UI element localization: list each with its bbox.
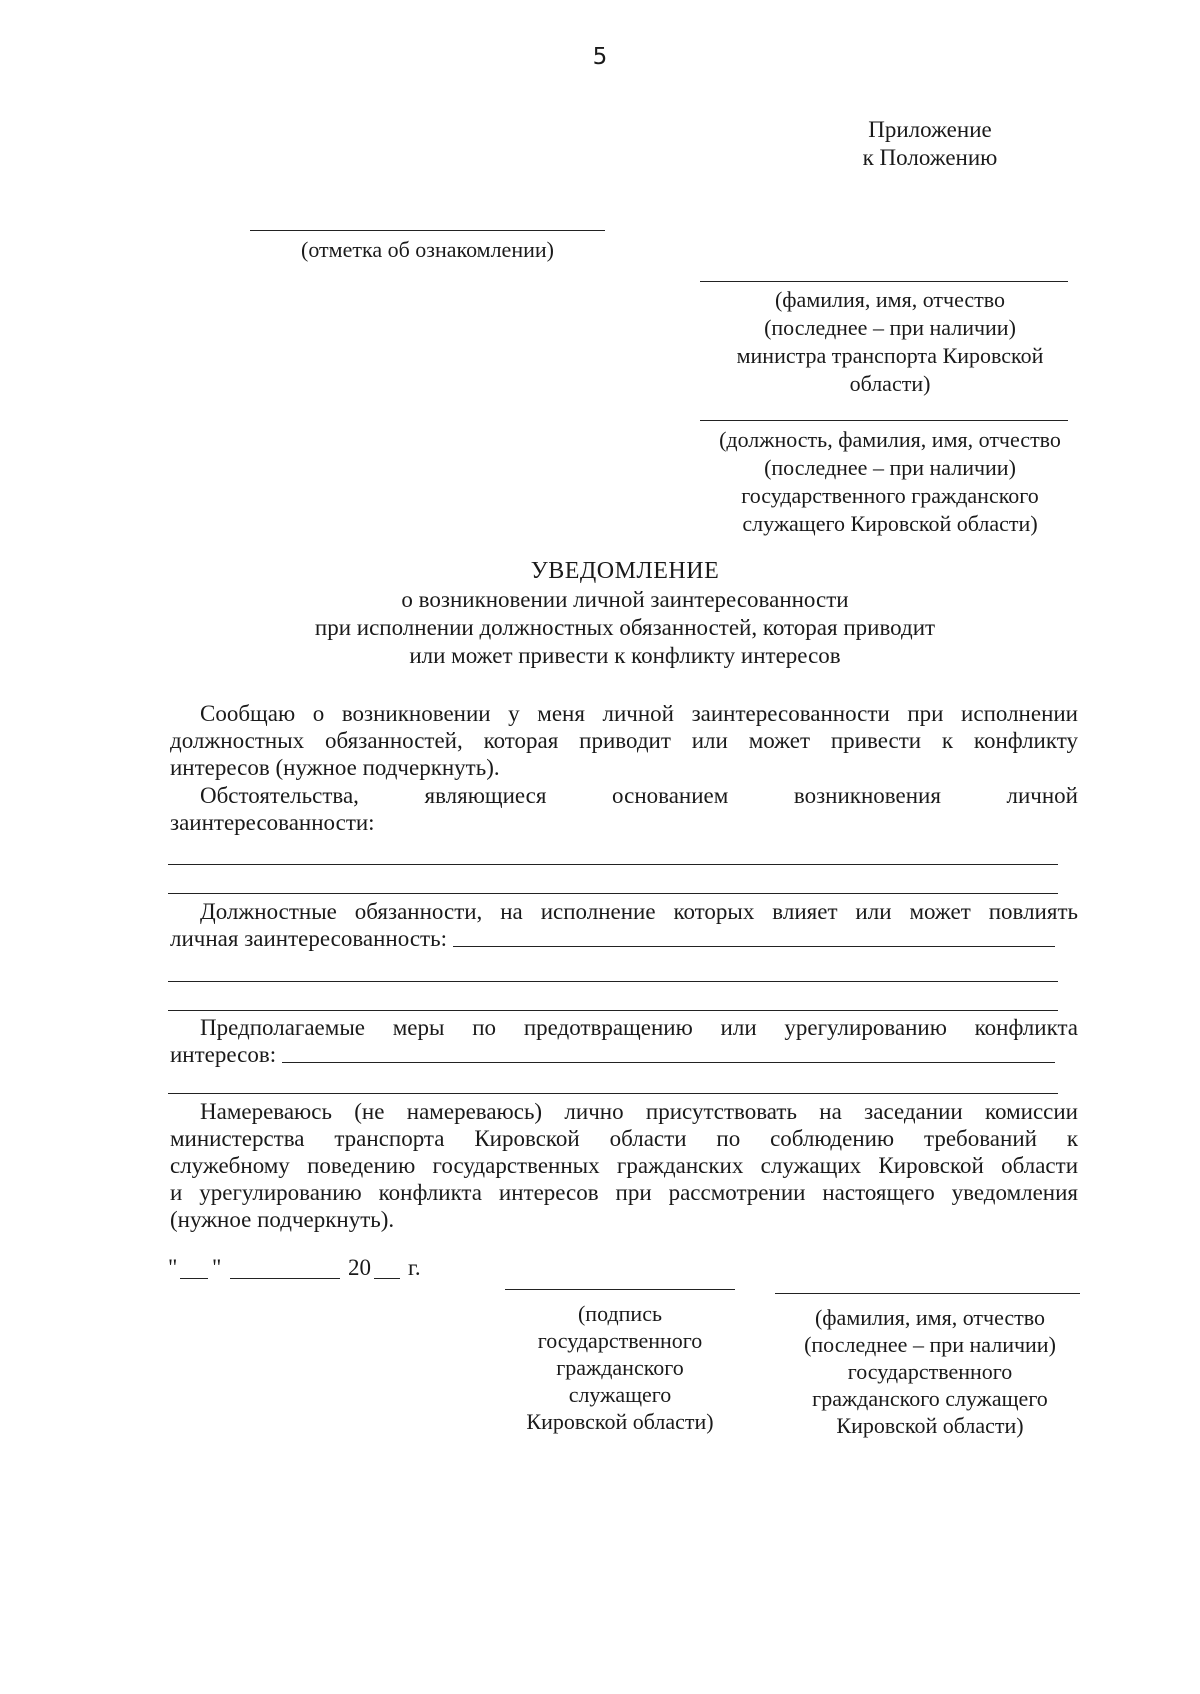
sender-line-3: государственного гражданского (741, 483, 1039, 508)
signature-caption (495, 1300, 745, 1435)
page-number: 5 (592, 44, 608, 70)
signature-line-2: государственного (537, 1328, 703, 1353)
p4-line-2-row (170, 1041, 1055, 1068)
paragraph-commission-attendance (170, 1098, 1078, 1233)
p5-line-1: Намереваюсь (не намереваюсь) лично присутствовать на заседании комиссии (200, 1099, 1078, 1124)
duties-fill-line-1[interactable] (453, 946, 1055, 947)
heading-line-2: при исполнении должностных обязанностей, которая приводит (314, 615, 936, 640)
p3-line-2-row (170, 925, 1055, 952)
addressee-line-3: министра транспорта Кировской (736, 343, 1044, 368)
addressee-caption (690, 286, 1090, 398)
p5-line-2: министерства транспорта Кировской области по соблюдению требований к (170, 1126, 1078, 1151)
p1-line-2: должностных обязанностей, которая приводит или может привести к конфликту (170, 728, 1078, 753)
appendix-line-2: к Положению (862, 145, 998, 170)
signer-name-line[interactable] (775, 1293, 1080, 1294)
p5-line-3: служебному поведению государственных гражданских служащих Кировской области (170, 1153, 1078, 1178)
paragraph-circumstances (170, 782, 1078, 836)
p3-line-2: личная заинтересованность: (170, 926, 447, 951)
duties-fill-line-2[interactable] (168, 981, 1058, 982)
addressee-line (700, 281, 1068, 282)
date-day-blank[interactable] (180, 1278, 208, 1279)
signature-line-5: Кировской области) (526, 1409, 714, 1434)
sender-line-2: (последнее – при наличии) (764, 455, 1016, 480)
p2-line-2: заинтересованности: (170, 810, 375, 835)
p2-word-2: являющиеся (424, 783, 547, 808)
paragraph-measures (170, 1014, 1078, 1068)
signer-name-line-4: гражданского служащего (812, 1386, 1048, 1411)
p2-line-1 (170, 782, 1078, 809)
date-year-blank[interactable] (374, 1278, 400, 1279)
signature-line-3: гражданского (556, 1355, 684, 1380)
p4-line-2: интересов: (170, 1042, 277, 1067)
measures-fill-line-2[interactable] (168, 1093, 1058, 1094)
appendix-line-1: Приложение (868, 117, 992, 142)
date-quote-close: " (212, 1255, 222, 1280)
p5-line-4: и урегулированию конфликта интересов при рассмотрении настоящего уведомления (170, 1180, 1078, 1205)
date-year-prefix: 20 (348, 1255, 371, 1280)
p1-line-1: Сообщаю о возникновении у меня личной заинтересованности при исполнении (200, 701, 1078, 726)
acknowledgement-caption: (отметка об ознакомлении) (301, 237, 554, 262)
p2-word-3: основанием (612, 783, 729, 808)
signer-name-line-5: Кировской области) (836, 1413, 1024, 1438)
paragraph-conflict-report (170, 700, 1078, 781)
document-heading (200, 556, 1050, 670)
date-year-suffix: г. (408, 1255, 421, 1280)
addressee-line-2: (последнее – при наличии) (764, 315, 1016, 340)
appendix-label (830, 116, 1030, 172)
signature-line-4: служащего (568, 1382, 672, 1407)
measures-fill-line-1[interactable] (282, 1062, 1055, 1063)
signature-line-1: (подпись (577, 1301, 662, 1326)
heading-line-1: о возникновении личной заинтересованности (401, 587, 849, 612)
p4-line-1: Предполагаемые меры по предотвращению или урегулированию конфликта (200, 1015, 1078, 1040)
sender-line-4: служащего Кировской области) (742, 511, 1038, 536)
p2-word-1: Обстоятельства, (200, 783, 359, 808)
signer-name-caption (770, 1304, 1090, 1439)
paragraph-duties (170, 898, 1078, 952)
signer-name-line-2: (последнее – при наличии) (804, 1332, 1056, 1357)
date-month-blank[interactable] (230, 1278, 340, 1279)
acknowledgement-line (250, 230, 605, 231)
signature-line[interactable] (505, 1289, 735, 1290)
p3-line-1: Должностные обязанности, на исполнение которых влияет или может повлиять (200, 899, 1078, 924)
signer-name-line-1: (фамилия, имя, отчество (814, 1305, 1046, 1330)
sender-caption (680, 426, 1100, 538)
circumstances-fill-line-1[interactable] (168, 864, 1058, 865)
heading-line-3: или может привести к конфликту интересов (409, 643, 841, 668)
sender-line (700, 420, 1068, 421)
signer-name-line-3: государственного (847, 1359, 1013, 1384)
addressee-line-1: (фамилия, имя, отчество (774, 287, 1006, 312)
p1-line-3: интересов (нужное подчеркнуть). (170, 755, 500, 780)
date-quote-open: " (168, 1255, 178, 1280)
p5-line-5: (нужное подчеркнуть). (170, 1207, 395, 1232)
sender-line-1: (должность, фамилия, имя, отчество (719, 427, 1061, 452)
duties-fill-line-3[interactable] (168, 1010, 1058, 1011)
date-field (168, 1254, 468, 1284)
addressee-line-4: области) (849, 371, 931, 396)
p2-word-4: возникновения (793, 783, 941, 808)
circumstances-fill-line-2[interactable] (168, 893, 1058, 894)
p2-word-5: личной (1006, 783, 1078, 808)
document-title: УВЕДОМЛЕНИЕ (530, 558, 720, 584)
